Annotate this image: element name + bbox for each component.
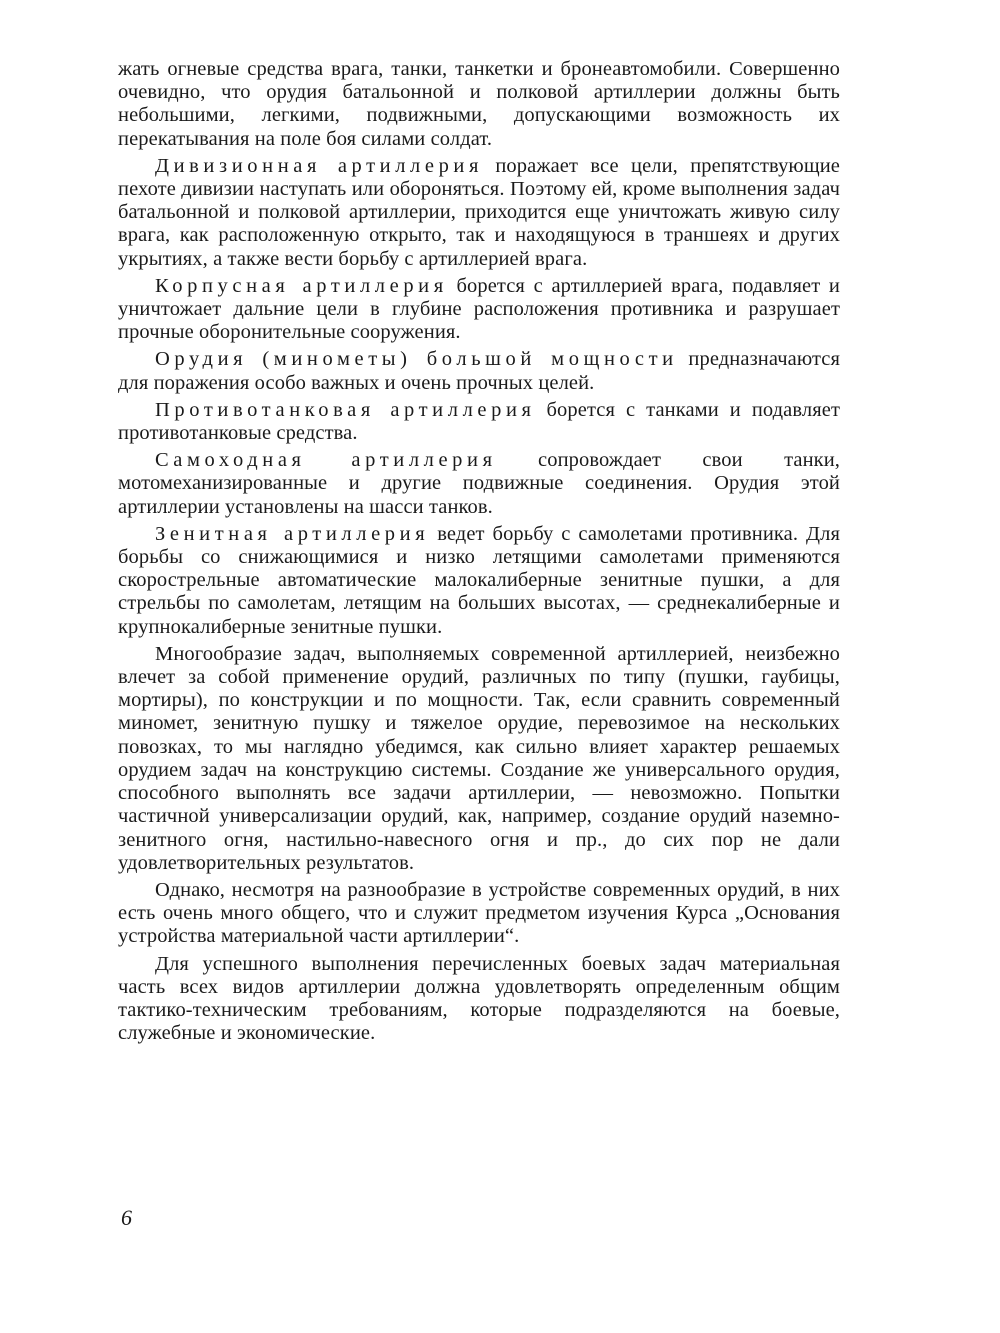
paragraph-1 <box>118 58 840 151</box>
term-corps-artillery: Корпусная артиллерия <box>155 274 448 297</box>
paragraph-variety-of-tasks <box>118 643 840 875</box>
paragraph-common-features <box>118 879 840 949</box>
paragraph-corps-artillery <box>118 275 840 345</box>
paragraph-7-text: ведет борьбу с самолетами противника. Для борьбы со снижающимися и низко летящими самолетами применяются скорострельные автоматические малокалиберные зенитные пушки, а для стрельбы по самолетам, летящим на больших высотах, — среднекалиберные и крупнокалиберные зенитные пушки. <box>118 522 840 638</box>
page-number: 6 <box>121 1205 132 1230</box>
paragraph-9-text: Однако, несмотря на разнообразие в устройстве современных орудий, в них есть очень много общего, что и служит предметом изучения Курса „Основания устройства материальной части артиллерии“. <box>118 878 840 948</box>
paragraph-antiaircraft-artillery <box>118 523 840 639</box>
term-high-power-guns: Орудия (минометы) большой мощности <box>155 348 678 371</box>
paragraph-high-power-guns <box>118 348 840 394</box>
paragraph-1-text: жать огневые средства врага, танки, танкетки и бронеавтомобили. Совершенно очевидно, что орудия батальонной и полковой артиллерии должны быть небольшими, легкими, подвижными, допускающими возможность их перекатывания на поле боя силами солдат. <box>118 58 840 150</box>
term-antitank-artillery: Противотанковая артиллерия <box>155 398 536 421</box>
term-self-propelled-artillery: Самоходная артиллерия <box>155 449 497 472</box>
paragraph-requirements <box>118 953 840 1046</box>
paragraph-4-text: предназначаются для поражения особо важных и очень прочных целей. <box>118 348 841 394</box>
paragraph-antitank-artillery <box>118 399 840 445</box>
page-body <box>118 58 840 1049</box>
paragraph-5-text: борется с танками и подавляет противотанковые средства. <box>118 398 841 445</box>
term-antiaircraft-artillery: Зенитная артиллерия <box>155 522 430 545</box>
paragraph-self-propelled-artillery <box>118 449 840 519</box>
paragraph-divisional-artillery <box>118 155 840 271</box>
paragraph-8-text: Многообразие задач, выполняемых современной артиллерией, неизбежно влечет за собой применение орудий, различных по типу (пушки, гаубицы, мортиры), по конструкции и по мощности. Так, если сравнить современный миномет, зенитную пушку и тяжелое орудие, перевозимое на нескольких повозках, то мы наглядно убедимся, как сильно влияет характер решаемых орудием задач на конструкцию системы. Создание же универсального орудия, способного выполнять все задачи артиллерии, — невозможно. Попытки частичной универсализации орудий, как, например, создание орудий наземно-зенитного огня, настильно-навесного огня и пр., до сих пор не дали удовлетворительных результатов. <box>118 642 840 874</box>
paragraph-10-text: Для успешного выполнения перечисленных боевых задач материальная часть всех видов артиллерии должна удовлетворять определенным общим тактико-техническим требованиям, которые подразделяются на боевые, служебные и экономические. <box>118 952 840 1045</box>
paragraph-6-text: сопровождает свои танки, мотомеханизированные и другие подвижные соединения. Орудия этой артиллерии установлены на шасси танков. <box>118 449 841 518</box>
term-divisional-artillery: Дивизионная артиллерия <box>155 154 484 177</box>
paragraph-3-text: борется с артиллерией врага, подавляет и уничтожает дальние цели в глубине расположения противника и разрушает прочные оборонительные сооружения. <box>118 274 841 344</box>
paragraph-2-text: поражает все цели, препятствующие пехоте дивизии наступать или обороняться. Поэтому ей, кроме выполнения задач батальонной и полковой артиллерии, приходится еще уничтожать живую силу врага, как расположенную открыто, так и находящуюся в траншеях и других укрытиях, а также вести борьбу с артиллерией врага. <box>118 154 840 270</box>
